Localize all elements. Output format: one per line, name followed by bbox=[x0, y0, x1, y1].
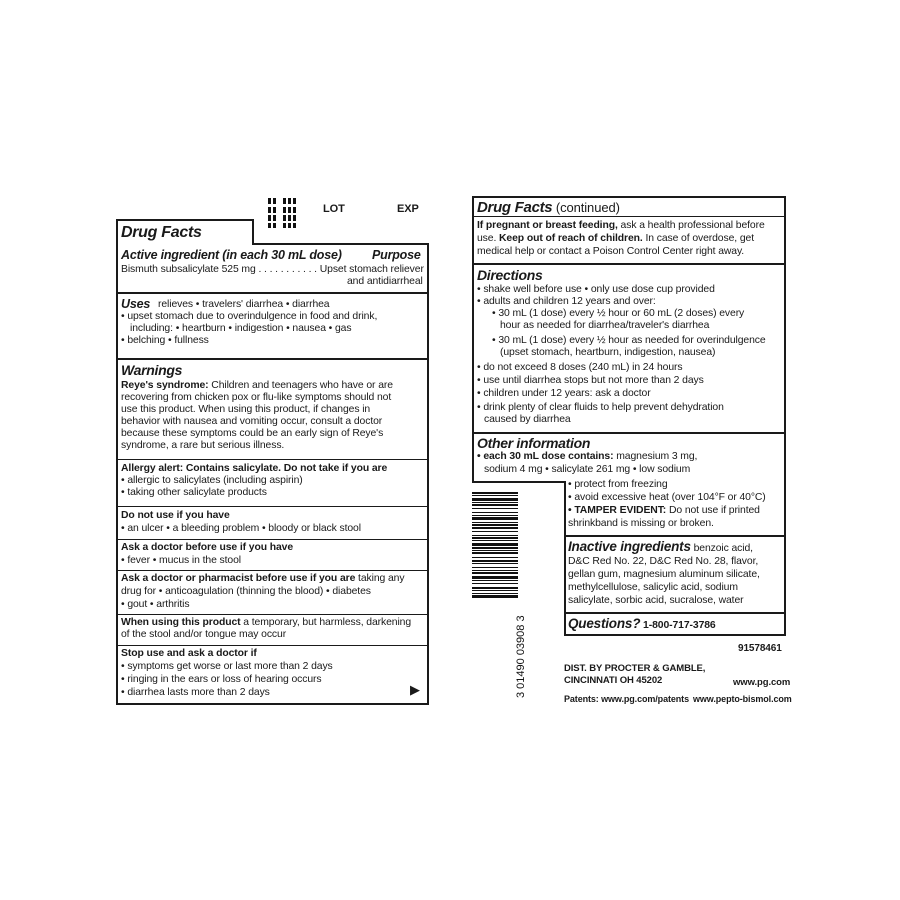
directions-line: • 30 mL (1 dose) every ½ hour as needed for overindulgence bbox=[492, 335, 766, 346]
pregnancy-bold: If pregnant or breast feeding, bbox=[477, 220, 618, 231]
divider bbox=[564, 612, 786, 614]
barcode-bar bbox=[472, 595, 518, 598]
warnings-heading: Warnings bbox=[121, 362, 183, 378]
allergy-heading: Allergy alert: Contains salicylate. Do not take if you are bbox=[121, 463, 388, 474]
ask-pharmacist-bold: Ask a doctor or pharmacist before use if you are bbox=[121, 573, 356, 584]
tamper-bold: • TAMPER EVIDENT: bbox=[568, 505, 667, 516]
divider bbox=[564, 535, 786, 537]
inactive-ingredients-line: salicylate, sorbic acid, sucralose, water bbox=[568, 595, 744, 606]
barcode-bar bbox=[472, 502, 518, 503]
barcode-bar bbox=[472, 563, 518, 564]
divider bbox=[116, 570, 429, 571]
barcode-bar bbox=[472, 552, 518, 554]
other-information-heading: Other information bbox=[477, 435, 591, 451]
drug-facts-title: Drug Facts bbox=[121, 224, 202, 241]
barcode-bar bbox=[472, 515, 518, 516]
barcode-bar bbox=[472, 522, 518, 523]
ask-pharmacist-line: • gout • arthritis bbox=[121, 599, 190, 610]
other-information-line: • protect from freezing bbox=[568, 479, 668, 490]
ask-pharmacist-rest: taking any bbox=[355, 573, 405, 584]
directions-line: caused by diarrhea bbox=[484, 414, 571, 425]
distributor-line1: DIST. BY PROCTER & GAMBLE, bbox=[564, 663, 706, 674]
uses-line: • belching • fullness bbox=[121, 335, 209, 346]
do-not-use-heading: Do not use if you have bbox=[121, 510, 230, 521]
allergy-line: • taking other salicylate products bbox=[121, 487, 267, 498]
active-ingredient-line2: and antidiarrheal bbox=[347, 276, 423, 287]
divider bbox=[472, 481, 566, 483]
divider bbox=[472, 432, 786, 434]
directions-line: • use until diarrhea stops but not more than 2 days bbox=[477, 375, 704, 386]
barcode-bar bbox=[472, 537, 518, 539]
barcode-bar bbox=[472, 540, 518, 541]
directions-heading: Directions bbox=[477, 267, 543, 283]
directions-line: • drink plenty of clear fluids to help prevent dehydration bbox=[477, 402, 724, 413]
reyes-line: behavior with nausea and vomiting occur, consult a doctor bbox=[121, 416, 383, 427]
reyes-first: Children and teenagers who have or are bbox=[208, 380, 393, 391]
divider bbox=[116, 539, 429, 540]
inactive-ingredients-line: D&C Red No. 22, D&C Red No. 28, flavor, bbox=[568, 556, 759, 567]
each-dose-rest: magnesium 3 mg, bbox=[613, 451, 698, 462]
inactive-ingredients-heading: Inactive ingredients bbox=[568, 539, 691, 554]
do-not-use-line: • an ulcer • a bleeding problem • bloody or black stool bbox=[121, 523, 361, 534]
barcode-bar bbox=[472, 495, 518, 496]
2d-barcode-icon bbox=[268, 198, 298, 228]
inactive-ingredients-line bbox=[568, 540, 753, 555]
stop-use-heading: Stop use and ask a doctor if bbox=[121, 648, 257, 659]
directions-line: • children under 12 years: ask a doctor bbox=[477, 388, 651, 399]
directions-line: • adults and children 12 years and over: bbox=[477, 296, 656, 307]
barcode-bar bbox=[472, 492, 518, 494]
directions-line: • 30 mL (1 dose) every ½ hour or 60 mL (2 doses) every bbox=[492, 308, 745, 319]
keep-out-of-reach: Keep out of reach of children. bbox=[499, 233, 643, 244]
barcode-bar bbox=[472, 572, 518, 574]
barcode-bar bbox=[472, 524, 518, 526]
lot-label: LOT bbox=[323, 203, 345, 215]
reyes-line: syndrome, a rare but serious illness. bbox=[121, 440, 285, 451]
barcode-digits: 3 01490 03908 3 bbox=[515, 615, 527, 698]
barcode-bar bbox=[472, 576, 518, 579]
uses-line: • upset stomach due to overindulgence in food and drink, bbox=[121, 311, 378, 322]
allergy-line: • allergic to salicylates (including aspirin) bbox=[121, 475, 303, 486]
barcode-bar bbox=[472, 508, 518, 509]
distributor-line2: CINCINNATI OH 45202 bbox=[564, 675, 663, 686]
pregnancy-line bbox=[477, 233, 754, 245]
divider bbox=[116, 506, 429, 507]
divider bbox=[116, 645, 429, 646]
patents-link: Patents: www.pg.com/patents bbox=[564, 694, 689, 704]
pregnancy-rest: ask a health professional before bbox=[617, 220, 765, 231]
divider bbox=[116, 358, 429, 360]
uses-heading: Uses bbox=[121, 297, 151, 311]
stop-use-line: • diarrhea lasts more than 2 days bbox=[121, 687, 270, 698]
barcode-bar bbox=[472, 587, 518, 589]
pregnancy-line2-rest: In case of overdose, get bbox=[642, 233, 754, 244]
tamper-line bbox=[568, 505, 760, 517]
uses-line: including: • heartburn • indigestion • nausea • gas bbox=[130, 323, 352, 334]
when-using-rest: a temporary, but harmless, darkening bbox=[240, 617, 412, 628]
barcode-bar bbox=[472, 583, 518, 584]
when-using-line: of the stool and/or tongue may occur bbox=[121, 629, 287, 640]
continued-title-line bbox=[477, 199, 620, 216]
barcode-bar bbox=[472, 535, 518, 536]
barcode-bar bbox=[472, 531, 518, 532]
www-pg-link: www.pg.com bbox=[733, 677, 791, 688]
barcode-bar bbox=[472, 580, 518, 581]
each-dose-bold: • each 30 mL dose contains: bbox=[477, 451, 614, 462]
pregnancy-line bbox=[477, 220, 765, 232]
tamper-rest: Do not use if printed bbox=[666, 505, 760, 516]
questions-line bbox=[568, 617, 716, 632]
ask-pharmacist-line: drug for • anticoagulation (thinning the blood) • diabetes bbox=[121, 586, 371, 597]
barcode-bar bbox=[472, 527, 518, 529]
reyes-line bbox=[121, 380, 393, 392]
reyes-line: use this product. When using this product, if changes in bbox=[121, 404, 371, 415]
directions-line: (upset stomach, heartburn, indigestion, nausea) bbox=[500, 347, 716, 358]
barcode-bar bbox=[472, 547, 518, 549]
reyes-line: recovering from chicken pox or flu-like symptoms should not bbox=[121, 392, 392, 403]
ask-pharmacist-line bbox=[121, 573, 404, 585]
barcode-bar bbox=[472, 560, 518, 562]
active-ingredient-heading: Active ingredient (in each 30 mL dose) bbox=[121, 248, 342, 262]
directions-line: hour as needed for diarrhea/traveler's diarrhea bbox=[500, 320, 710, 331]
barcode-bar bbox=[472, 517, 518, 520]
active-ingredient-line: Bismuth subsalicylate 525 mg . . . . . . . . . . . Upset stomach reliever bbox=[121, 264, 424, 275]
questions-heading: Questions? bbox=[568, 616, 641, 631]
barcode-bar bbox=[472, 543, 518, 546]
stop-use-line: • symptoms get worse or last more than 2 days bbox=[121, 661, 333, 672]
product-code: 91578461 bbox=[738, 643, 782, 654]
pregnancy-line2-pre: use. bbox=[477, 233, 500, 244]
stop-use-line: • ringing in the ears or loss of hearing occurs bbox=[121, 674, 322, 685]
uses-line: relieves • travelers' diarrhea • diarrhea bbox=[158, 299, 330, 310]
divider bbox=[116, 292, 429, 294]
divider bbox=[472, 216, 786, 217]
other-information-line: • avoid excessive heat (over 104°F or 40°C) bbox=[568, 492, 766, 503]
barcode-bar bbox=[472, 498, 518, 501]
ask-doctor-line: • fever • mucus in the stool bbox=[121, 555, 241, 566]
exp-label: EXP bbox=[397, 203, 419, 215]
continued-title: Drug Facts bbox=[477, 199, 553, 216]
divider bbox=[472, 263, 786, 265]
inactive-ingredients-line: gellan gum, magnesium aluminum silicate, bbox=[568, 569, 760, 580]
pregnancy-line: medical help or contact a Poison Control Center right away. bbox=[477, 246, 745, 257]
barcode-bar bbox=[472, 593, 518, 594]
barcode-bar bbox=[472, 557, 518, 558]
when-using-line bbox=[121, 617, 411, 629]
reyes-line: because these symptoms could be an early sign of Reye's bbox=[121, 428, 384, 439]
tamper-line: shrinkband is missing or broken. bbox=[568, 518, 714, 529]
continue-arrow-icon: ▶ bbox=[410, 682, 420, 697]
inactive-ingredients-line: methylcellulose, salicylic acid, sodium bbox=[568, 582, 738, 593]
continued-suffix: (continued) bbox=[552, 200, 620, 215]
barcode-bar bbox=[472, 512, 518, 513]
divider bbox=[116, 459, 429, 460]
questions-phone: 1-800-717-3786 bbox=[640, 620, 716, 631]
barcode-bar bbox=[472, 550, 518, 551]
other-information-line: sodium 4 mg • salicylate 261 mg • low sodium bbox=[484, 464, 691, 475]
ask-doctor-heading: Ask a doctor before use if you have bbox=[121, 542, 294, 553]
other-information-line bbox=[477, 451, 697, 463]
directions-line: • do not exceed 8 doses (240 mL) in 24 hours bbox=[477, 362, 683, 373]
when-using-bold: When using this product bbox=[121, 617, 241, 628]
barcode-bar bbox=[472, 567, 518, 568]
www-pepto-link: www.pepto-bismol.com bbox=[693, 694, 792, 704]
directions-line: • shake well before use • only use dose cup provided bbox=[477, 284, 715, 295]
reyes-bold: Reye's syndrome: bbox=[121, 380, 209, 391]
divider bbox=[116, 614, 429, 615]
barcode-bar bbox=[472, 570, 518, 571]
inactive-ingredients-first: benzoic acid, bbox=[690, 543, 753, 554]
barcode-bar bbox=[472, 504, 518, 506]
barcode-bar bbox=[472, 590, 518, 591]
purpose-heading: Purpose bbox=[372, 248, 421, 262]
upc-barcode-icon bbox=[472, 490, 534, 700]
